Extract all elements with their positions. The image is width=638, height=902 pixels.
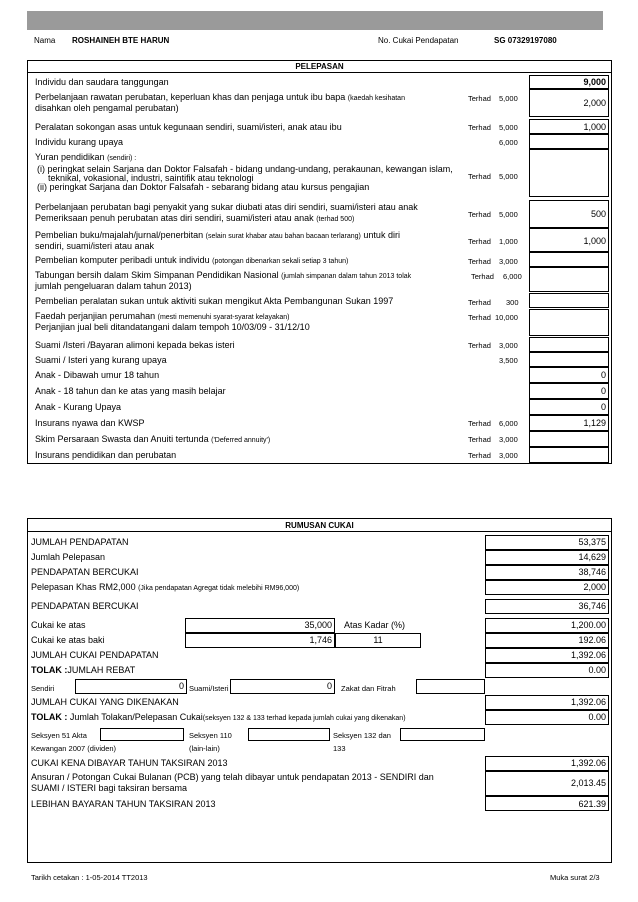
top-bar [27,11,603,30]
pelepasan-title-line [27,72,612,73]
limit-value: 3,000 [499,341,518,350]
zakat-box [416,679,485,694]
ansuran-value: 2,013.45 [570,778,606,788]
limit-value: 10,000 [495,313,518,322]
pelepasan-khas-label [31,582,299,594]
lebihan-value: 621.39 [578,799,606,809]
cukai-baki-value: 192.06 [578,635,606,645]
limit-value: 5,000 [499,123,518,132]
row-label-text: Pembelian komputer peribadi untuk individu [35,255,210,265]
limit-label: Terhad [468,313,491,322]
jumlah-pendapatan-label: JUMLAH PENDAPATAN [31,537,129,547]
row-note: (kaedah kesihatan [347,95,405,102]
tolak-pelepasan-text: Jumlah Tolakan/Pelepasan Cukai [69,712,203,722]
rumusan-title-line [27,531,612,532]
sendiri-value: 0 [178,681,184,691]
row-label: Anak - 18 tahun dan ke atas yang masih belajar [35,386,226,396]
tolak-rebat-label [31,665,135,676]
row-sub: teknikal, vokasional, industri, saintifik atau teknologi [48,173,254,183]
row-value: 1,000 [583,122,606,132]
seksyen-51-label-2: Kewangan 2007 (dividen) [31,744,117,753]
row-note: ('Deferred annuity') [211,437,271,444]
row-label-tail: untuk diri [363,230,400,240]
row-label: Insurans pendidikan dan perubatan [35,450,177,460]
zakat-label: Zakat dan Fitrah [341,684,396,693]
tax-no-label: No. Cukai Pendapatan [378,36,459,45]
sendiri-label: Sendiri [31,684,55,693]
jumlah-cukai-value: 1,392.06 [570,650,606,660]
pelepasan-title: PELEPASAN [295,62,344,71]
cukai-dikenakan-value: 1,392.06 [570,697,606,707]
seksyen-110-box [248,728,330,741]
tolak-pelepasan-note: (seksyen 132 & 133 terhad kepada jumlah cukai yang dikenakan) [202,715,406,722]
tolak-rebat-text: JUMLAH REBAT [67,665,136,675]
row-label-text: Perbelanjaan rawatan perubatan, keperluan khas dan penjaga untuk ibu bapa [35,92,346,102]
row-sub: (i) peringkat selain Sarjana dan Doktor Falsafah - bidang undang-undang, perakaunan, kewangan islam, [37,164,453,174]
value-box [529,309,609,336]
limit-value: 5,000 [499,210,518,219]
seksyen-132-box [400,728,485,741]
value-box [529,337,609,352]
cukai-baki-label: Cukai ke atas baki [31,635,105,645]
row-note: (sendiri) : [107,155,137,162]
limit-label: Terhad [468,94,491,103]
row-value: 0 [600,402,606,412]
ansuran-label-2: SUAMI / ISTERI bagi taksiran bersama [31,783,188,793]
cukai-atas-label: Cukai ke atas [31,620,86,630]
row-label2: sendiri, suami/isteri atau anak [35,241,155,251]
pendapatan-bercukai-2-value: 36,746 [578,601,606,611]
row-value: 0 [600,386,606,396]
row-label-text: Pembelian buku/majalah/jurnal/penerbitan [35,230,204,240]
jumlah-pelepasan-label: Jumlah Pelepasan [31,552,106,562]
row-value: 500 [590,209,606,219]
tax-no-value: SG 07329197080 [494,36,557,45]
name-value: ROSHAINEH BTE HARUN [72,36,170,45]
tolak-rebat-value: 0.00 [588,665,606,675]
limit-label: Terhad [468,123,491,132]
jumlah-pelepasan-value: 14,629 [578,552,606,562]
row-label: Anak - Dibawah umur 18 tahun [35,370,160,380]
seksyen-51-label: Seksyen 51 Akta [31,731,87,740]
row-label-text: Yuran pendidikan [35,152,105,162]
row-label2 [35,213,354,225]
jumlah-cukai-label: JUMLAH CUKAI PENDAPATAN [31,650,159,660]
row-value: 9,000 [583,77,606,87]
row-label-text: Pemeriksaan penuh perubatan atas diri sendiri, suami/isteri atau anak [35,213,314,223]
row-label-text: Skim Persaraan Swasta dan Anuiti tertunda [35,434,209,444]
row-note2: disahkan oleh pengamal perubatan) [35,103,179,113]
suami-value: 0 [326,681,332,691]
pendapatan-bercukai-label: PENDAPATAN BERCUKAI [31,567,139,577]
print-date: Tarikh cetakan : 1-05-2014 TT2013 [31,873,148,882]
row-label [35,152,136,164]
limit-label: Terhad [468,435,491,444]
suami-label: Suami/Isteri [189,684,229,693]
row-label: Insurans nyawa dan KWSP [35,418,145,428]
seksyen-132-label: Seksyen 132 dan [333,731,391,740]
jumlah-pendapatan-value: 53,375 [578,537,606,547]
seksyen-51-box [100,728,184,741]
limit-label: Terhad [468,341,491,350]
value-box [529,252,609,267]
value-box [529,134,609,149]
row-value: 0 [600,370,606,380]
limit-value: 5,000 [499,94,518,103]
row-value: 1,000 [583,236,606,246]
row-label: Peralatan sokongan asas untuk kegunaan sendiri, suami/isteri, anak atau ibu [35,122,342,132]
row-label-text: Tabungan bersih dalam Skim Simpanan Pendidikan Nasional [35,270,279,280]
pendapatan-bercukai-2-label: PENDAPATAN BERCUKAI [31,601,139,611]
row-sub: (ii) peringkat Sarjana dan Doktor Falsafah - sebarang bidang atau kursus pengajian [37,182,370,192]
seksyen-110-label-2: (lain-lain) [189,744,220,753]
value-box [529,293,609,308]
row-note: (selain surat khabar atau bahan bacaan terlarang) [205,233,361,240]
limit-value: 1,000 [499,237,518,246]
limit-label: Terhad [468,419,491,428]
tolak-label: TOLAK : [31,665,68,675]
value-box [529,447,609,463]
ansuran-label: Ansuran / Potongan Cukai Bulanan (PCB) yang telah dibayar untuk pendapatan 2013 - SENDIRI dan [31,772,434,782]
row-value: 1,129 [583,418,606,428]
row-note: (mesti memenuhi syarat-syarat kelayakan) [157,314,290,321]
cukai-dikenakan-label: JUMLAH CUKAI YANG DIKENAKAN [31,697,179,707]
row-label [35,434,270,446]
row-note: (potongan dibenarkan sekali setiap 3 tahun) [212,258,349,265]
cukai-kena-dibayar-value: 1,392.06 [570,758,606,768]
rumusan-title: RUMUSAN CUKAI [285,521,354,530]
limit-label: Terhad [468,451,491,460]
rate-value: 11 [373,635,383,645]
lebihan-label: LEBIHAN BAYARAN TAHUN TAKSIRAN 2013 [31,799,216,809]
row-note2: Perjanjian jual beli ditandatangani dalam tempoh 10/03/09 - 31/12/10 [35,322,310,332]
value-box [529,149,609,197]
row-label: Pembelian peralatan sukan untuk aktiviti sukan mengikut Akta Pembangunan Sukan 1997 [35,296,394,306]
tolak-pelepasan-value: 0.00 [588,712,606,722]
row-label-text: Faedah perjanjian perumahan [35,311,156,321]
tolak-label: TOLAK : [31,712,68,722]
cukai-atas-amount: 35,000 [304,620,332,630]
pelepasan-khas-note: (Jika pendapatan Agregat tidak melebihi RM96,000) [138,585,300,592]
cukai-kena-dibayar-label: CUKAI KENA DIBAYAR TAHUN TAKSIRAN 2013 [31,758,228,768]
row-label: Individu dan saudara tanggungan [35,77,169,87]
limit-value: 3,000 [499,257,518,266]
row-label: Anak - Kurang Upaya [35,402,122,412]
row-note2: jumlah pengeluaran dalam tahun 2013) [35,281,192,291]
limit-value: 5,000 [499,172,518,181]
pelepasan-khas-text: Pelepasan Khas RM2,000 [31,582,136,592]
kadar-label: Atas Kadar (%) [344,620,406,630]
limit-value: 300 [506,298,519,307]
limit-value: 6,000 [499,138,518,147]
limit-value: 3,000 [499,451,518,460]
limit-label: Terhad [468,172,491,181]
tolak-pelepasan-label [31,712,406,724]
row-label: Individu kurang upaya [35,137,124,147]
limit-value: 6,000 [499,419,518,428]
value-box [529,431,609,447]
row-value: 2,000 [583,98,606,108]
limit-label: Terhad [468,237,491,246]
value-box [529,352,609,367]
row-label: Suami /Isteri /Bayaran alimoni kepada bekas isteri [35,340,235,350]
row-label: Suami / Isteri yang kurang upaya [35,355,167,365]
row-label: Perbelanjaan perubatan bagi penyakit yang sukar diubati atas diri sendiri, suami/isteri atau anak [35,202,418,212]
limit-label: Terhad [468,257,491,266]
row-note: (jumlah simpanan dalam tahun 2013 tolak [281,273,412,280]
row-label [35,255,348,267]
seksyen-132-label-2: 133 [333,744,346,753]
page-number: Muka surat 2/3 [550,873,600,882]
row-note: (terhad 500) [316,216,355,223]
pelepasan-khas-value: 2,000 [583,582,606,592]
limit-label: Terhad [468,298,491,307]
value-box [529,267,609,292]
limit-value: 3,500 [499,356,518,365]
cukai-baki-amount: 1,746 [309,635,332,645]
limit-label: Terhad [471,272,494,281]
pendapatan-bercukai-value: 38,746 [578,567,606,577]
seksyen-110-label: Seksyen 110 [189,731,232,740]
limit-value: 6,000 [503,272,522,281]
limit-value: 3,000 [499,435,518,444]
limit-label: Terhad [468,210,491,219]
name-label: Nama [34,36,56,45]
cukai-atas-value: 1,200.00 [570,620,606,630]
